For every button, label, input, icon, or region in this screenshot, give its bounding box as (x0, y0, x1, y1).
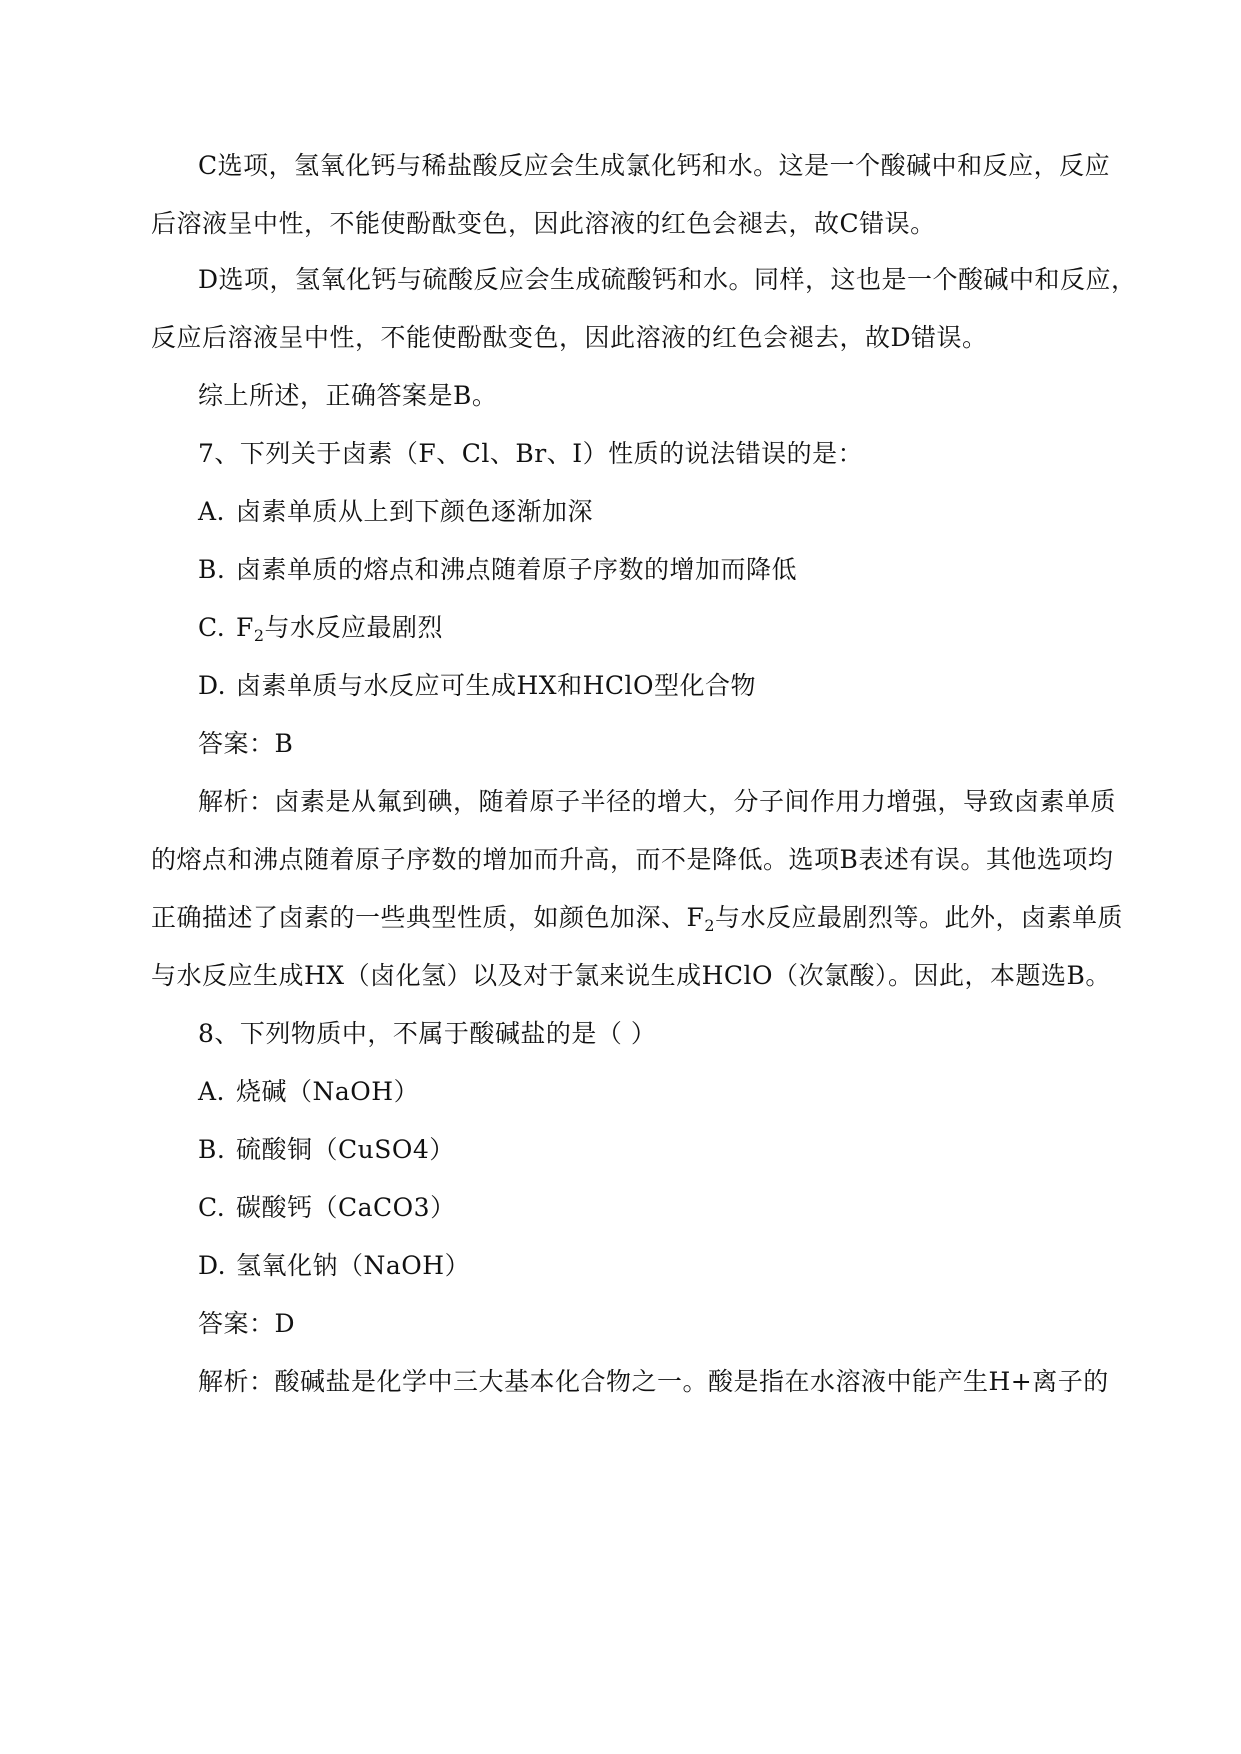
option-letter: D. (198, 1251, 227, 1280)
option-text: 氢氧化钠（NaOH） (236, 1251, 471, 1280)
c-option-explanation-line2: 后溶液呈中性，不能使酚酞变色，因此溶液的红色会褪去，故C错误。 (151, 209, 936, 238)
question-7-analysis-line4: 与水反应生成HX（卤化氢）以及对于氯来说生成HClO（次氯酸）。因此，本题选B。 (151, 961, 1111, 990)
option-text: 烧碱（NaOH） (236, 1077, 420, 1106)
option-letter: C. (198, 613, 226, 642)
question-7-option-a (198, 494, 593, 530)
question-8-option-c (198, 1190, 456, 1226)
question-7-answer: 答案：B (198, 729, 294, 758)
option-letter: C. (198, 1193, 226, 1222)
option-text: 与水反应最剧烈 (264, 613, 444, 642)
question-7-analysis-line3 (151, 900, 1123, 936)
option-text: 硫酸铜（CuSO4） (236, 1135, 455, 1164)
question-7-option-d (198, 668, 756, 704)
question-8-option-b (198, 1132, 455, 1168)
option-letter: A. (198, 1077, 226, 1106)
analysis-text: 正确描述了卤素的一些典型性质，如颜色加深、F (151, 903, 705, 932)
question-8-stem: 8、下列物质中，不属于酸碱盐的是（ ） (198, 1019, 657, 1048)
option-text: 卤素单质从上到下颜色逐渐加深 (236, 497, 594, 526)
question-8-answer: 答案：D (198, 1309, 296, 1338)
option-text: 卤素单质与水反应可生成HX和HClO型化合物 (236, 671, 757, 700)
question-7-analysis-line2: 的熔点和沸点随着原子序数的增加而升高，而不是降低。选项B表述有误。其他选项均 (151, 845, 1114, 874)
option-letter: D. (198, 671, 227, 700)
summary-paragraph: 综上所述，正确答案是B。 (198, 381, 498, 410)
question-7-stem: 7、下列关于卤素（F、Cl、Br、I）性质的说法错误的是： (198, 439, 864, 468)
option-letter: B. (198, 1135, 226, 1164)
question-8-analysis-line1: 解析：酸碱盐是化学中三大基本化合物之一。酸是指在水溶液中能产生H+离子的 (198, 1367, 1109, 1396)
option-letter: B. (198, 555, 226, 584)
option-formula: F (236, 613, 254, 642)
question-7-option-c (198, 610, 443, 646)
option-text: 卤素单质的熔点和沸点随着原子序数的增加而降低 (236, 555, 798, 584)
analysis-text: 与水反应最剧烈等。此外，卤素单质 (715, 903, 1124, 932)
c-option-explanation-line1: C选项，氢氧化钙与稀盐酸反应会生成氯化钙和水。这是一个酸碱中和反应，反应 (198, 151, 1111, 180)
question-8-option-a (198, 1074, 419, 1110)
analysis-formula-subscript: 2 (704, 916, 716, 935)
d-option-explanation-line2: 反应后溶液呈中性，不能使酚酞变色，因此溶液的红色会褪去，故D错误。 (151, 323, 988, 352)
question-8-option-d (198, 1248, 470, 1284)
option-text: 碳酸钙（CaCO3） (236, 1193, 456, 1222)
option-letter: A. (198, 497, 226, 526)
question-7-analysis-line1: 解析：卤素是从氟到碘，随着原子半径的增大，分子间作用力增强，导致卤素单质 (198, 787, 1117, 816)
option-formula-subscript: 2 (253, 626, 265, 645)
question-7-option-b (198, 552, 797, 588)
d-option-explanation-line1: D选项，氢氧化钙与硫酸反应会生成硫酸钙和水。同样，这也是一个酸碱中和反应， (198, 265, 1137, 294)
